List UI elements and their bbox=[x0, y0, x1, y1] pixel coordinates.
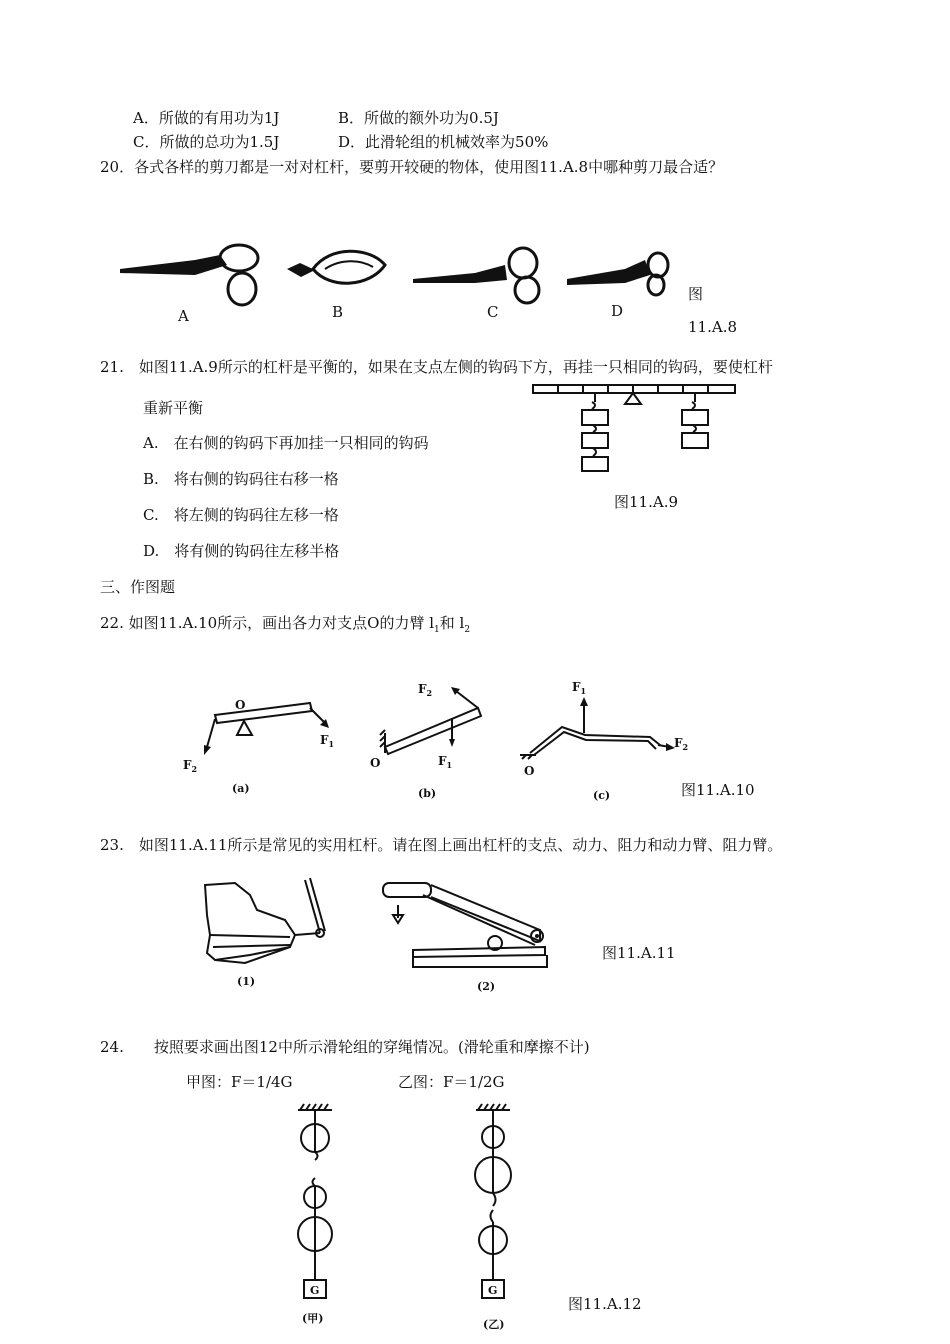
jia-panel-label: (甲) bbox=[302, 1312, 324, 1325]
panel-b-f2-label: $F_2$ bbox=[418, 682, 433, 698]
scissors-b-illustration bbox=[287, 251, 385, 283]
panel-2-cutter bbox=[383, 883, 547, 993]
jia-weight-label: G bbox=[310, 1284, 320, 1297]
section-title-drawing: 三、作图题 bbox=[100, 578, 176, 596]
q22-sub-1: 1 bbox=[434, 625, 440, 635]
q23-question: 23. 如图11.A.11所示是常见的实用杠杆。请在图上画出杠杆的支点、动力、阻力和动力臂、阻力臂。 bbox=[100, 836, 783, 854]
q24-jia-requirement: 甲图：F＝1/4G bbox=[186, 1073, 293, 1091]
yi-weight-label: G bbox=[488, 1284, 498, 1297]
scissors-label-c: C bbox=[487, 303, 499, 321]
q19-option-a: A．所做的有用功为1J bbox=[133, 109, 280, 127]
q21-question: 21. 如图11.A.9所示的杠杆是平衡的，如果在支点左侧的钩码下方，再挂一只相同的钩码，要使杠杆 bbox=[100, 358, 773, 376]
q19-option-b: B．所做的额外功为0.5J bbox=[338, 109, 499, 127]
scissors-a-illustration bbox=[120, 245, 258, 305]
panel-b-lever bbox=[370, 682, 481, 800]
pulley-figure bbox=[280, 1100, 550, 1340]
scissors-figure bbox=[115, 235, 685, 335]
fulcrum-triangle bbox=[625, 393, 641, 404]
q21-question-cont: 重新平衡 bbox=[143, 399, 204, 417]
q24-question: 24. 按照要求画出图12中所示滑轮组的穿绳情况。(滑轮重和摩擦不计) bbox=[100, 1038, 590, 1056]
panel-2-label: (2) bbox=[477, 980, 496, 993]
figure-caption-11a10: 图11.A.10 bbox=[681, 781, 755, 799]
panel-a-label: (a) bbox=[232, 782, 250, 795]
q21-option-d: D. 将有侧的钩码往左移半格 bbox=[143, 542, 340, 560]
panel-1-foot-pedal bbox=[205, 878, 325, 988]
panel-b-f1-label: $F_1$ bbox=[438, 754, 453, 770]
yi-panel-label: (乙) bbox=[483, 1318, 505, 1331]
panel-c-o-label: O bbox=[524, 764, 535, 778]
q19-option-d: D．此滑轮组的机械效率为50% bbox=[338, 133, 549, 151]
panel-c-label: (c) bbox=[593, 789, 611, 802]
force-arm-figure bbox=[180, 675, 700, 810]
q21-option-a: A. 在右侧的钩码下再加挂一只相同的钩码 bbox=[143, 434, 429, 452]
scissors-label-a: A bbox=[178, 307, 189, 325]
q22-text-mid: 和 l bbox=[439, 614, 465, 632]
panel-b-o-label: O bbox=[370, 756, 381, 770]
panel-a-f2-label: $F_2$ bbox=[183, 758, 198, 774]
pulley-system-jia bbox=[298, 1104, 332, 1325]
figure-caption-11a8-line1: 图 bbox=[688, 285, 704, 303]
figure-caption-11a12: 图11.A.12 bbox=[568, 1295, 642, 1313]
pulley-system-yi bbox=[475, 1104, 511, 1331]
panel-1-label: (1) bbox=[237, 975, 256, 988]
q20-question: 20．各式各样的剪刀都是一对对杠杆，要剪开较硬的物体，使用图11.A.8中哪种剪刀最合适？ bbox=[100, 158, 724, 176]
panel-c-f1-label: $F_1$ bbox=[572, 680, 587, 696]
left-hook-weights bbox=[582, 393, 608, 471]
panel-b-label: (b) bbox=[418, 787, 437, 800]
panel-a-lever bbox=[183, 698, 334, 795]
panel-a-f1-label: $F_1$ bbox=[320, 733, 335, 749]
figure-caption-11a9: 图11.A.9 bbox=[614, 493, 678, 511]
q22-question bbox=[100, 613, 470, 640]
panel-a-o-label: O bbox=[235, 698, 246, 712]
right-hook-weights bbox=[682, 393, 708, 448]
scissors-c-illustration bbox=[413, 248, 539, 303]
q22-sub-2: 2 bbox=[464, 625, 471, 635]
q19-option-c: C．所做的总功为1.5J bbox=[133, 133, 280, 151]
panel-c-lever bbox=[520, 680, 688, 802]
q21-option-b: B. 将右侧的钩码往右移一格 bbox=[143, 470, 339, 488]
figure-caption-11a11: 图11.A.11 bbox=[602, 944, 676, 962]
scissors-d-illustration bbox=[567, 253, 668, 295]
lever-balance-figure bbox=[530, 380, 745, 480]
figure-caption-11a8-line2: 11.A.8 bbox=[688, 318, 737, 336]
q22-text-pre: 22. 如图11.A.10所示，画出各力对支点O的力臂 l bbox=[100, 614, 435, 632]
scissors-label-b: B bbox=[332, 303, 344, 321]
q24-yi-requirement: 乙图：F＝1/2G bbox=[398, 1073, 505, 1091]
practical-lever-figure bbox=[195, 875, 565, 995]
panel-c-f2-label: $F_2$ bbox=[674, 736, 689, 752]
scissors-label-d: D bbox=[611, 302, 624, 320]
q21-option-c: C. 将左侧的钩码往左移一格 bbox=[143, 506, 339, 524]
